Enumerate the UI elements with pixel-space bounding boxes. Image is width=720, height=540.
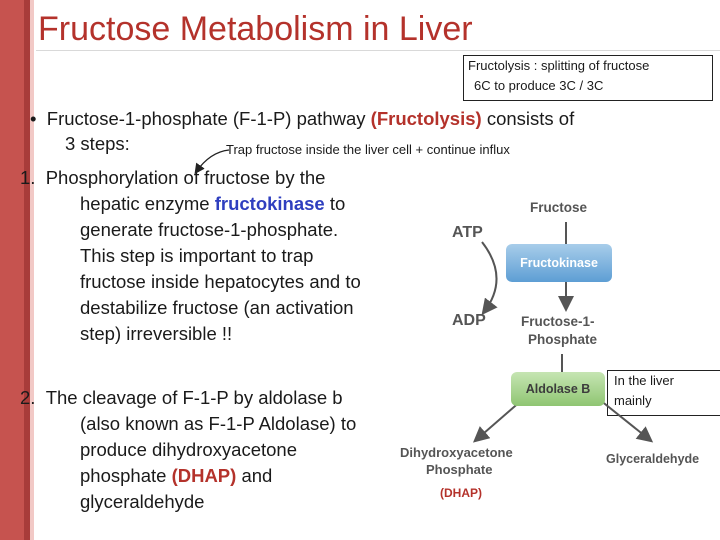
liver-note-line-2: mainly — [614, 393, 652, 408]
liver-note-line-1: In the liver — [614, 373, 674, 388]
fructokinase-term: fructokinase — [214, 193, 325, 214]
diagram-f1p-label-1: Fructose-1- — [521, 314, 595, 329]
arrow-aldolase-to-dhap — [476, 400, 522, 440]
slide-title: Fructose Metabolism in Liver — [38, 10, 473, 48]
step-1-line-6: destabilize fructose (an activation — [80, 297, 354, 318]
bullet-text-a: Fructose-1-phosphate (F-1-P) pathway — [46, 108, 371, 129]
step-1-line-3: generate fructose-1-phosphate. — [80, 219, 339, 240]
step-1-text-2c: to — [324, 193, 346, 214]
dhap-term: (DHAP) — [171, 465, 237, 486]
diagram-fructose-label: Fructose — [530, 200, 588, 215]
arrow-atp-to-adp — [482, 242, 497, 312]
trap-fructose-note: Trap fructose inside the liver cell + continue influx — [226, 142, 510, 157]
bullet-fructolysis-term: (Fructolysis) — [370, 108, 482, 129]
fructolysis-note-line-1: Fructolysis : splitting of fructose — [468, 58, 650, 73]
diagram-dhap-label-1: Dihydroxyacetone — [400, 445, 513, 460]
trap-note-pointer — [196, 150, 229, 172]
step-1-text-1: Phosphorylation of fructose by the — [45, 167, 326, 188]
fructokinase-box: Fructokinase — [506, 244, 612, 282]
fructolysis-note-line-2: 6C to produce 3C / 3C — [474, 78, 604, 93]
step-1-line-4: This step is important to trap — [80, 245, 314, 266]
step-2-number: 2. — [20, 387, 36, 408]
step-2-text-4a: phosphate — [80, 465, 172, 486]
step-2-line-3: produce dihydroxyacetone — [80, 439, 298, 460]
step-1-number: 1. — [20, 167, 36, 188]
arrow-aldolase-to-glyceraldehyde — [600, 400, 650, 440]
step-2-text-4c: and — [236, 465, 273, 486]
bullet-symbol: • — [30, 108, 37, 129]
step-2-line-5: glyceraldehyde — [80, 491, 205, 512]
step-1-line-7: step) irreversible !! — [80, 323, 233, 344]
bullet-text-c: consists of — [481, 108, 575, 129]
step-1-line-5: fructose inside hepatocytes and to — [80, 271, 361, 292]
diagram-dhap-label-2: Phosphate — [426, 462, 493, 477]
diagram-dhap-abbrev: (DHAP) — [440, 486, 482, 500]
step-1-text-2a: hepatic enzyme — [80, 193, 215, 214]
step-2-line-2: (also known as F-1-P Aldolase) to — [80, 413, 357, 434]
diagram-f1p-label-2: Phosphate — [528, 332, 598, 347]
diagram-glyceraldehyde-label: Glyceraldehyde — [606, 452, 700, 466]
diagram-atp-label: ATP — [452, 224, 483, 241]
aldolase-b-box: Aldolase B — [511, 372, 605, 406]
step-2-text-1: The cleavage of F-1-P by aldolase b — [45, 387, 343, 408]
bullet-line-2: 3 steps: — [65, 133, 130, 154]
diagram-adp-label: ADP — [452, 312, 486, 329]
